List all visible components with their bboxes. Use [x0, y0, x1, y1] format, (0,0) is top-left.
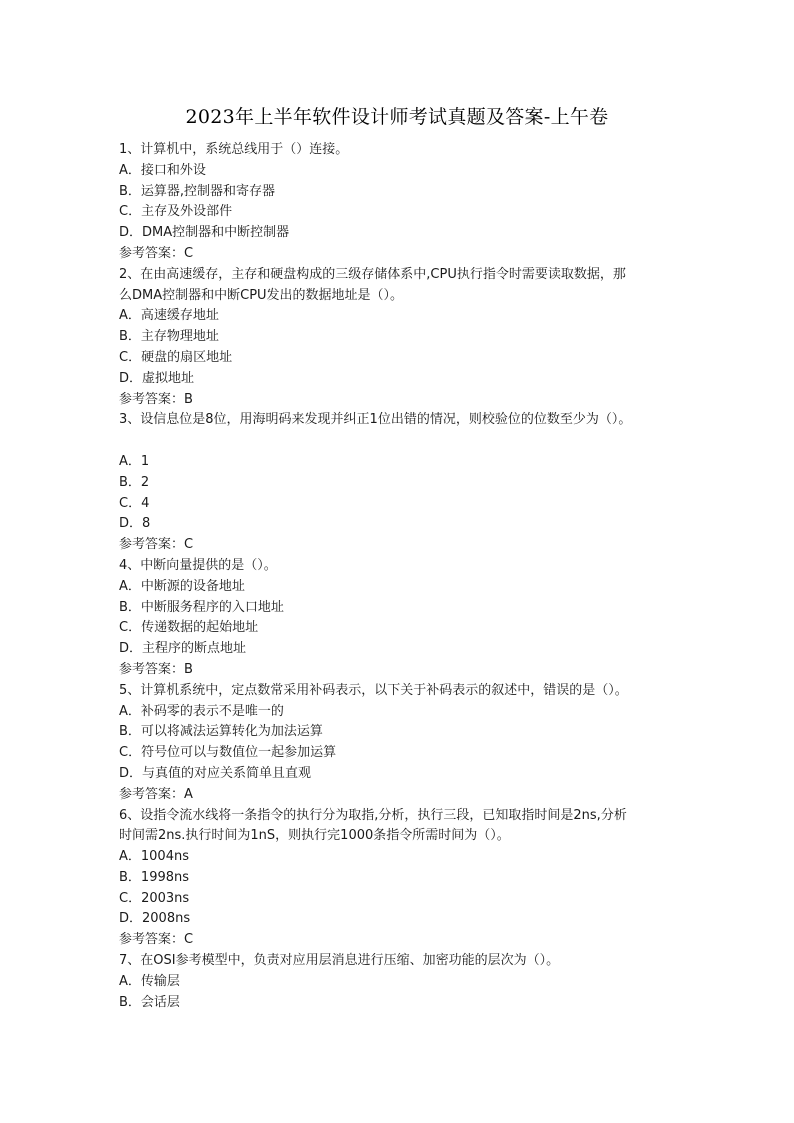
answer-option: A．传输层 — [119, 973, 180, 989]
question-block — [119, 556, 689, 681]
answer-option: D．8 — [119, 516, 151, 532]
answer-option: A．接口和外设 — [119, 162, 206, 178]
answer-option: D．与真值的对应关系简单且直观 — [119, 765, 312, 781]
answer-option: C．硬盘的扇区地址 — [119, 349, 233, 365]
reference-answer: 参考答案：A — [119, 786, 193, 802]
question-stem: 4、中断向量提供的是（）。 — [119, 557, 277, 573]
question-block — [119, 951, 689, 1013]
question-stem: 6、设指令流水线将一条指令的执行分为取指,分析，执行三段，已知取指时间是2ns,分析 — [119, 807, 627, 823]
answer-option: B．中断服务程序的入口地址 — [119, 599, 284, 615]
answer-option: D．2008ns — [119, 911, 191, 927]
question-block — [119, 806, 689, 952]
answer-option: B．可以将减法运算转化为加法运算 — [119, 724, 323, 740]
answer-option: A．高速缓存地址 — [119, 308, 219, 324]
answer-option: A．中断源的设备地址 — [119, 578, 245, 594]
question-block — [119, 681, 689, 806]
reference-answer: 参考答案：B — [119, 661, 193, 677]
answer-option: A．1 — [119, 453, 150, 469]
question-stem: 么DMA控制器和中断CPU发出的数据地址是（）。 — [119, 287, 404, 303]
question-block — [119, 140, 689, 265]
answer-option: D．虚拟地址 — [119, 370, 195, 386]
answer-option: B．1998ns — [119, 869, 190, 885]
answer-option: A．1004ns — [119, 849, 189, 865]
answer-option: C．传递数据的起始地址 — [119, 620, 259, 636]
blank-line — [119, 431, 689, 452]
question-stem: 2、在由高速缓存，主存和硬盘构成的三级存储体系中,CPU执行指令时需要读取数据，那 — [119, 266, 626, 282]
question-list — [119, 140, 689, 1013]
answer-option: B．会话层 — [119, 994, 180, 1010]
answer-option: A．补码零的表示不是唯一的 — [119, 703, 284, 719]
question-block — [119, 410, 689, 556]
answer-option: C．符号位可以与数值位一起参加运算 — [119, 745, 337, 761]
answer-option: D．DMA控制器和中断控制器 — [119, 225, 290, 241]
reference-answer: 参考答案：C — [119, 537, 194, 553]
reference-answer: 参考答案：C — [119, 932, 194, 948]
answer-option: C．2003ns — [119, 890, 190, 906]
answer-option: C．主存及外设部件 — [119, 204, 233, 220]
answer-option: C．4 — [119, 495, 150, 511]
answer-option: D．主程序的断点地址 — [119, 641, 247, 657]
question-stem: 5、计算机系统中，定点数常采用补码表示，以下关于补码表示的叙述中，错误的是（）。 — [119, 682, 628, 698]
question-block — [119, 265, 689, 411]
reference-answer: 参考答案：C — [119, 245, 194, 261]
question-stem: 7、在OSI参考模型中，负责对应用层消息进行压缩、加密功能的层次为（）。 — [119, 953, 560, 969]
answer-option: B．主存物理地址 — [119, 329, 219, 345]
question-stem: 1、计算机中，系统总线用于（）连接。 — [119, 142, 349, 157]
answer-option: B．2 — [119, 474, 150, 490]
answer-option: B．运算器,控制器和寄存器 — [119, 183, 276, 199]
page-title: 2023年上半年软件设计师考试真题及答案-上午卷 — [185, 106, 609, 128]
reference-answer: 参考答案：B — [119, 391, 193, 407]
question-stem: 3、设信息位是8位，用海明码来发现并纠正1位出错的情况，则校验位的位数至少为（）。 — [119, 412, 632, 428]
question-stem: 时间需2ns.执行时间为1nS，则执行完1000条指令所需时间为（）。 — [119, 828, 510, 844]
